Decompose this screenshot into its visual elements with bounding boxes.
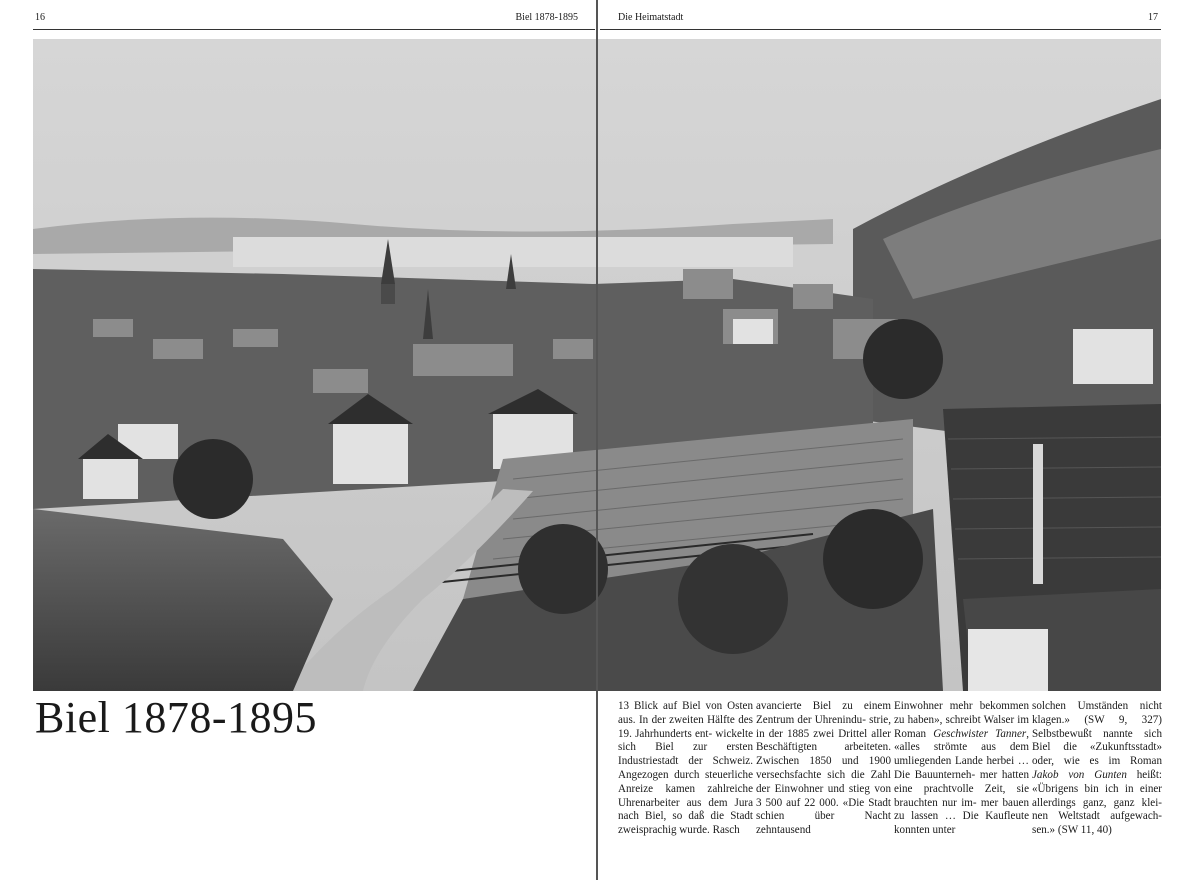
right-header-rule [600,29,1161,30]
caption-text-3 [894,700,1029,838]
right-running-title: Die Heimatstadt [618,12,684,23]
left-running-title: Biel 1878-1895 [515,12,578,23]
caption-column-1 [618,700,753,838]
chapter-title: Biel 1878-1895 [35,693,317,742]
caption-text-3b: , «alles strömte aus dem umliegenden Lande herbei … Die Bauunterneh- mer hatten eine prachtvolle Zeit, sie brauchten nur im- mer bauen zu lassen … Die Kaufleute konnten unter [894,727,1029,837]
caption-text-4 [1032,700,1162,838]
caption-text-4a: solchen Umständen nicht klagen.» (SW 9, 327) Selbstbewußt nannte sich Biel die «Zukunftsstadt» oder, wie es im Roman [1032,700,1162,768]
right-page-number: 17 [1148,12,1158,23]
caption-text-4b: heißt: «Übrigens bin ich in einer allerdings ganz, ganz klei- nen Weltstadt aufgewach- sen.» (SW 11, 40) [1032,768,1162,837]
caption-text-2: avancierte Biel zu einem Zentrum der Uhrenindu- strie, in der 1885 zwei Drittel aller Beschäftigten arbeiteten. Zwischen 1850 und 1900 versechsfachte sich die Zahl der Einwohner und stieg von 3 500 auf 22 000. «Die Stadt schien über Nacht zehntausend [756,700,891,837]
left-header-rule [33,29,595,30]
page-gutter [596,0,598,880]
left-page-number: 16 [35,12,45,23]
caption-text-1: 13 Blick auf Biel von Osten aus. In der zweiten Hälfte des 19. Jahrhunderts ent- wickelte sich Biel zur ersten Industriestadt der Schweiz. Angezogen durch steuerliche Anreize kamen zahlreiche Uhrenarbeiter aus dem Jura nach Biel, so daß die Stadt zweisprachig wurde. Rasch [618,700,753,837]
book-title-jakob-von-gunten: Jakob von Gunten [1032,768,1127,781]
book-title-geschwister-tanner: Geschwister Tanner [933,727,1027,740]
caption-column-4 [1032,700,1162,838]
caption-column-2 [756,700,891,838]
caption-text-3a: Einwohner mehr bekommen zu haben», schreibt Walser im Roman [894,700,1029,740]
caption-column-3 [894,700,1029,838]
